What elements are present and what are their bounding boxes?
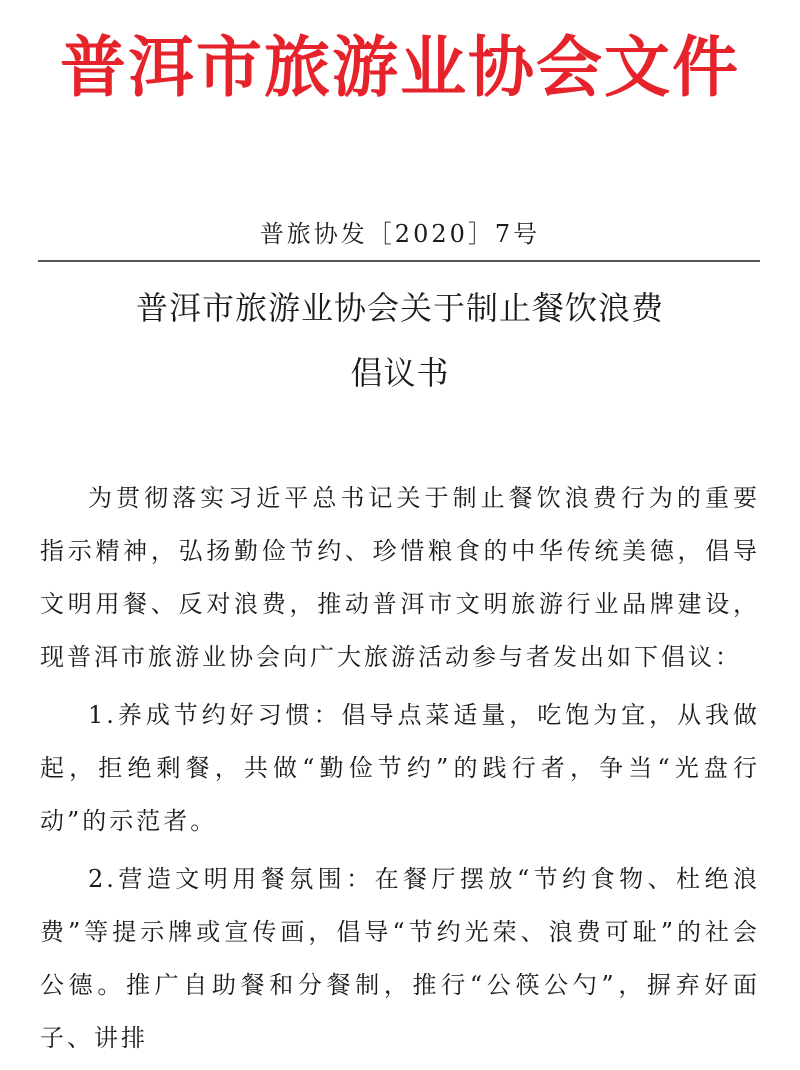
- header-divider: [38, 260, 760, 262]
- document-header-title: 普洱市旅游业协会文件: [60, 28, 740, 106]
- document-number: 普旅协发［2020］7号: [259, 220, 541, 248]
- body-paragraph-item-2: 2.营造文明用餐氛围：在餐厅摆放“节约食物、杜绝浪费”等提示牌或宣传画，倡导“节约光荣、浪费可耻”的社会公德。推广自助餐和分餐制，推行“公筷公勺”，摒弃好面子、讲排: [40, 865, 760, 1052]
- body-paragraph-item-1: 1.养成节约好习惯：倡导点菜适量，吃饱为宜，从我做起，拒绝剩餐，共做“勤俭节约”的践行者，争当“光盘行动”的示范者。: [40, 701, 760, 835]
- document-title-line-2: 倡议书: [350, 354, 450, 392]
- body-paragraph-intro: 为贯彻落实习近平总书记关于制止餐饮浪费行为的重要指示精神，弘扬勤俭节约、珍惜粮食的中华传统美德，倡导文明用餐、反对浪费，推动普洱市文明旅游行业品牌建设，现普洱市旅游业协会向广大旅游活动参与者发出如下倡议：: [40, 484, 760, 671]
- document-body: [40, 472, 760, 1070]
- document-title-line-1: 普洱市旅游业协会关于制止餐饮浪费: [135, 289, 664, 327]
